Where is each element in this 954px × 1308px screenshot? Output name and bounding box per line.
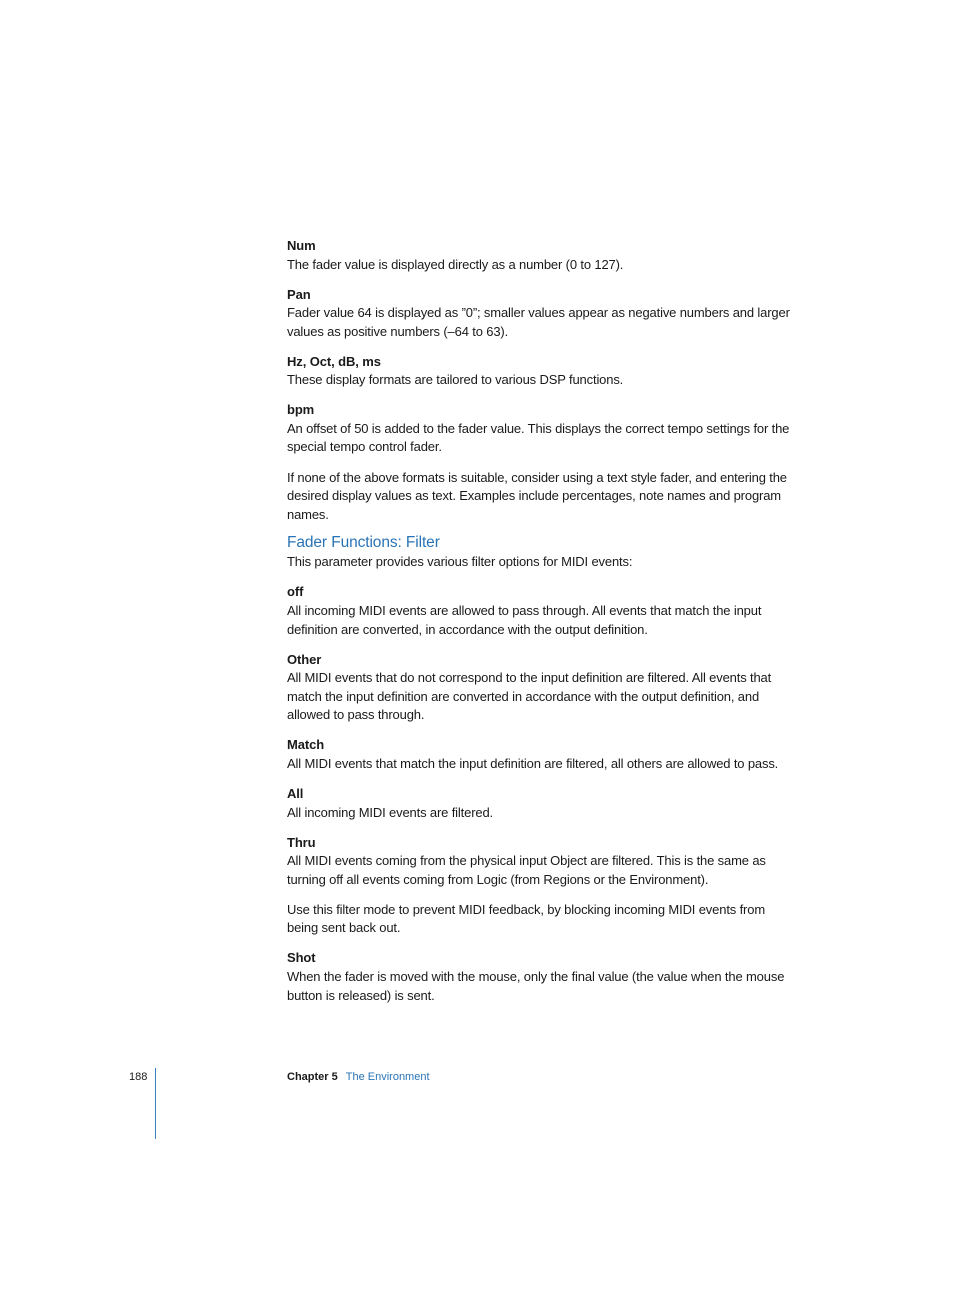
footer-divider [155, 1068, 156, 1139]
page-number: 188 [129, 1071, 148, 1083]
note-formats-paragraph: If none of the above formats is suitable, consider using a text style fader, and entering the desired display values as text. Examples include percentages, note names and program names. [287, 469, 787, 522]
definition-text-pan: Fader value 64 is displayed as ”0”; smaller values appear as negative numbers and larger values as positive numbers (–64 to 63). [287, 305, 790, 339]
definition-match [287, 736, 799, 773]
definition-text-match: All MIDI events that match the input definition are filtered, all others are allowed to pass. [287, 755, 779, 771]
term-num: Num [287, 238, 316, 253]
definition-text-bpm: An offset of 50 is added to the fader value. This displays the correct tempo settings for the special tempo control fader. [287, 420, 790, 455]
definition-off [287, 583, 799, 639]
definition-other [287, 651, 799, 725]
definition-text-num: The fader value is displayed directly as a number (0 to 127). [287, 256, 624, 272]
definition-thru [287, 834, 799, 890]
term-pan: Pan [287, 286, 311, 302]
definition-dsp-formats [287, 353, 799, 390]
definition-text-shot: When the fader is moved with the mouse, only the final value (the value when the mouse button is released) is sent. [287, 968, 785, 1003]
term-match: Match [287, 737, 325, 753]
chapter-title: The Environment [345, 1071, 430, 1083]
term-shot: Shot [287, 950, 316, 966]
definition-pan [287, 286, 799, 342]
note-thru-paragraph: Use this filter mode to prevent MIDI feedback, by blocking incoming MIDI events from being sent back out. [287, 901, 765, 936]
page-body [287, 237, 799, 1005]
definition-text-off: All incoming MIDI events are allowed to pass through. All events that match the input definition are converted, in accordance with the output definition. [287, 602, 762, 637]
definition-text-other: All MIDI events that do not correspond to the input definition are filtered. All events that match the input definition are converted in accordance with the output definition, and allowed to pass through. [287, 670, 772, 723]
definition-text-thru: All MIDI events coming from the physical input Object are filtered. This is the same as turning off all events coming from Logic (from Regions or the Environment). [287, 853, 766, 887]
section-intro: This parameter provides various filter options for MIDI events: [287, 554, 633, 570]
term-bpm: bpm [287, 402, 315, 418]
running-footer [287, 1070, 430, 1085]
section-heading: Fader Functions: Filter [287, 534, 440, 552]
term-dsp-formats: Hz, Oct, dB, ms [287, 353, 381, 369]
definition-bpm [287, 401, 799, 457]
definition-shot [287, 949, 799, 1005]
definition-all [287, 785, 799, 822]
term-thru: Thru [287, 834, 316, 850]
definition-text-all: All incoming MIDI events are filtered. [287, 804, 493, 820]
term-off: off [287, 584, 304, 600]
term-all: All [287, 786, 304, 801]
definition-num [287, 237, 799, 274]
chapter-label: Chapter 5 [287, 1071, 338, 1083]
definition-text-dsp-formats: These display formats are tailored to various DSP functions. [287, 372, 624, 388]
term-other: Other [287, 651, 322, 667]
